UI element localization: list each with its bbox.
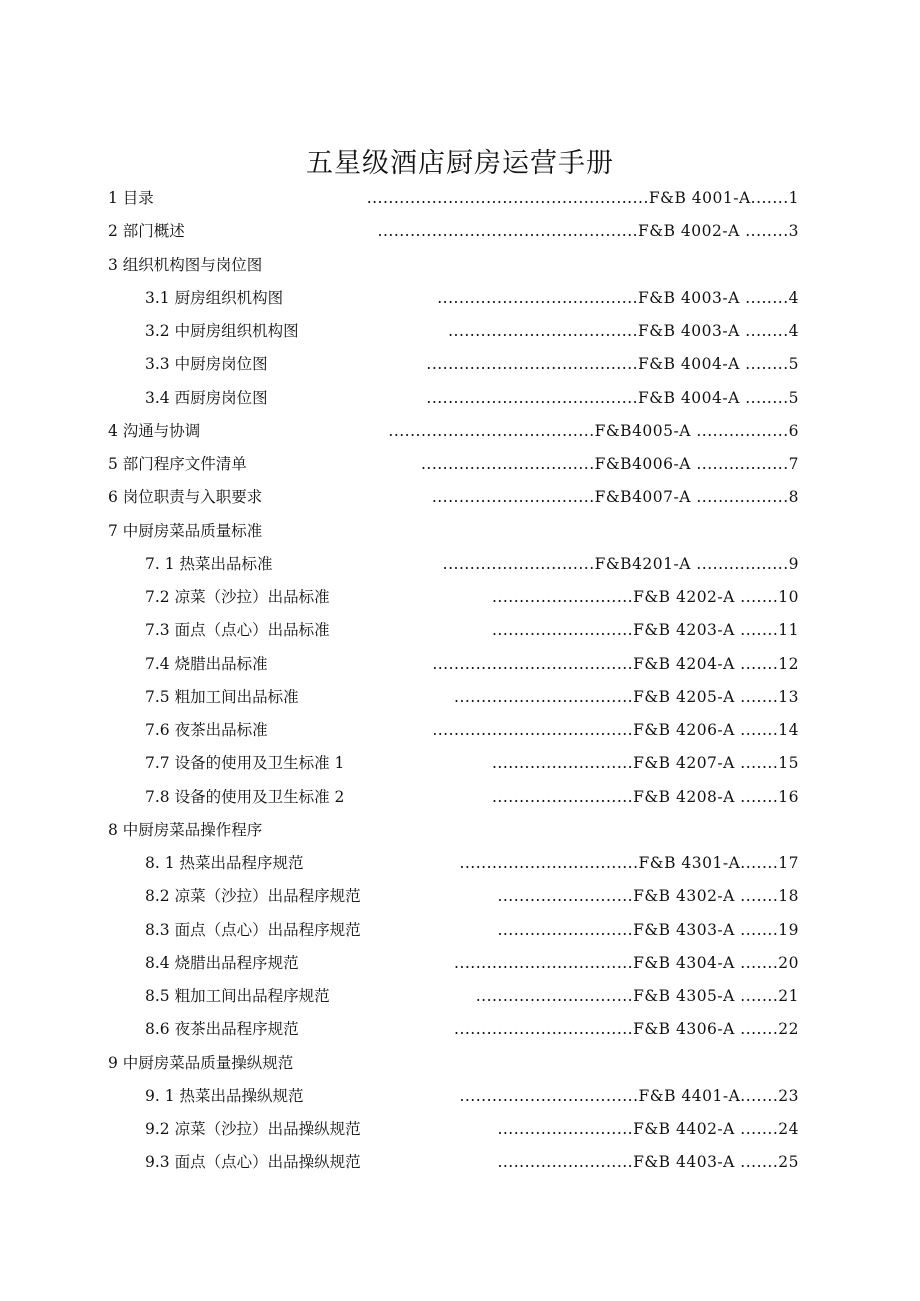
toc-entry-code-page: ................................F&B4006-A .................7 <box>420 455 799 473</box>
toc-section-heading[interactable] <box>0 1046 920 1079</box>
toc-entry-code-page: .........................F&B 4302-A .......18 <box>497 887 799 906</box>
toc-entry[interactable] <box>0 946 920 979</box>
toc-entry-label: 4 沟通与协调 <box>108 421 201 440</box>
toc-entry-label: 9.2 凉菜（沙拉）出品操纵规范 <box>145 1120 361 1138</box>
toc-entry[interactable] <box>0 913 920 946</box>
toc-entry[interactable] <box>0 480 920 513</box>
toc-entry[interactable] <box>0 713 920 746</box>
toc-entry[interactable] <box>0 1145 920 1178</box>
toc-entry-label: 7.6 夜茶出品标准 <box>145 721 268 739</box>
toc-entry-label: 7. 1 热菜出品标准 <box>145 554 273 573</box>
toc-entry[interactable] <box>0 181 920 214</box>
toc-entry[interactable] <box>0 746 920 779</box>
toc-entry-code-page: ..........................F&B 4207-A .......15 <box>492 754 799 773</box>
toc-entry[interactable] <box>0 879 920 912</box>
toc-entry-label: 3.3 中厨房岗位图 <box>145 355 268 374</box>
toc-entry-code-page: ......................................F&B4005-A .................6 <box>388 421 799 440</box>
toc-entry-code-page: .....................................F&B 4003-A ........4 <box>437 288 799 307</box>
toc-entry-label: 5 部门程序文件清单 <box>108 455 247 473</box>
toc-entry[interactable] <box>0 846 920 879</box>
toc-entry-label: 7.3 面点（点心）出品标准 <box>145 621 330 640</box>
toc-entry[interactable] <box>0 647 920 680</box>
toc-entry[interactable] <box>0 580 920 613</box>
page-title: 五星级酒店厨房运营手册 <box>306 148 614 179</box>
toc-entry-label: 8.6 夜茶出品程序规范 <box>145 1020 299 1039</box>
toc-entry-label: 8.2 凉菜（沙拉）出品程序规范 <box>145 887 361 906</box>
toc-entry-code-page: ............................F&B4201-A .................9 <box>442 554 799 573</box>
toc-entry-label: 8.5 粗加工间出品程序规范 <box>145 987 330 1005</box>
toc-entry-code-page: .................................F&B 4301-A.......17 <box>459 854 799 872</box>
toc-entry-label: 7.2 凉菜（沙拉）出品标准 <box>145 588 330 606</box>
toc-entry-code-page: .......................................F&B 4004-A ........5 <box>426 355 799 374</box>
toc-entry[interactable] <box>0 1079 920 1112</box>
toc-entry[interactable] <box>0 314 920 347</box>
toc-entry[interactable] <box>0 381 920 414</box>
toc-entry-code-page: .......................................F&B 4004-A ........5 <box>426 388 799 407</box>
toc-section-heading[interactable] <box>0 248 920 281</box>
toc-entry-label: 9 中厨房菜品质量操纵规范 <box>108 1053 294 1072</box>
toc-entry-label: 3 组织机构图与岗位图 <box>108 255 263 274</box>
toc-entry-code-page: .....................................F&B 4206-A .......14 <box>432 721 799 739</box>
toc-entry-label: 2 部门概述 <box>108 222 185 241</box>
toc-entry-label: 7 中厨房菜品质量标准 <box>108 521 263 540</box>
toc-entry-code-page: ...................................F&B 4003-A ........4 <box>448 322 799 340</box>
toc-entry-label: 8 中厨房菜品操作程序 <box>108 820 263 839</box>
toc-entry-label: 8. 1 热菜出品程序规范 <box>145 854 304 872</box>
toc-entry-code-page: .........................F&B 4403-A .......25 <box>497 1153 799 1172</box>
toc-entry[interactable] <box>0 347 920 380</box>
toc-entry-code-page: ..........................F&B 4208-A .......16 <box>492 787 799 806</box>
toc-entry[interactable] <box>0 780 920 813</box>
toc-entry-label: 7.4 烧腊出品标准 <box>145 654 268 673</box>
table-of-contents <box>0 181 920 1179</box>
toc-section-heading[interactable] <box>0 514 920 547</box>
toc-entry-code-page: .............................F&B 4305-A .......21 <box>475 987 799 1005</box>
toc-entry[interactable] <box>0 613 920 646</box>
toc-entry-code-page: ..........................F&B 4202-A .......10 <box>492 588 799 606</box>
toc-section-heading[interactable] <box>0 813 920 846</box>
toc-entry-code-page: .........................F&B 4402-A .......24 <box>497 1120 799 1138</box>
toc-entry[interactable] <box>0 281 920 314</box>
toc-entry-label: 3.2 中厨房组织机构图 <box>145 322 299 340</box>
toc-entry-code-page: .................................F&B 4205-A .......13 <box>454 687 799 706</box>
toc-entry-label: 9. 1 热菜出品操纵规范 <box>145 1086 304 1105</box>
toc-entry-label: 7.8 设备的使用及卫生标准 2 <box>145 787 345 806</box>
toc-entry[interactable] <box>0 414 920 447</box>
toc-entry[interactable] <box>0 1012 920 1045</box>
toc-entry-label: 1 目录 <box>108 189 154 207</box>
toc-entry-label: 3.1 厨房组织机构图 <box>145 288 284 307</box>
toc-entry-code-page: .................................F&B 4304-A .......20 <box>454 953 799 972</box>
toc-entry-code-page: ................................................F&B 4002-A ........3 <box>377 222 799 241</box>
toc-entry-code-page: ..............................F&B4007-A .................8 <box>431 488 799 507</box>
toc-entry[interactable] <box>0 680 920 713</box>
toc-entry-code-page: .................................F&B 4401-A.......23 <box>459 1086 799 1105</box>
toc-entry-code-page: ..........................F&B 4203-A .......11 <box>492 621 799 640</box>
toc-entry-code-page: .....................................F&B 4204-A .......12 <box>432 654 799 673</box>
toc-entry[interactable] <box>0 1112 920 1145</box>
toc-entry-label: 8.3 面点（点心）出品程序规范 <box>145 920 361 939</box>
toc-entry[interactable] <box>0 447 920 480</box>
toc-entry-label: 7.7 设备的使用及卫生标准 1 <box>145 754 345 773</box>
toc-entry-code-page: .........................F&B 4303-A .......19 <box>497 920 799 939</box>
toc-entry-code-page: ....................................................F&B 4001-A.......1 <box>366 189 799 207</box>
toc-entry-label: 6 岗位职责与入职要求 <box>108 488 263 507</box>
toc-entry-label: 3.4 西厨房岗位图 <box>145 388 268 407</box>
toc-entry-label: 7.5 粗加工间出品标准 <box>145 687 299 706</box>
toc-entry[interactable] <box>0 547 920 580</box>
toc-entry[interactable] <box>0 214 920 247</box>
toc-entry[interactable] <box>0 979 920 1012</box>
toc-entry-label: 9.3 面点（点心）出品操纵规范 <box>145 1153 361 1172</box>
toc-entry-code-page: .................................F&B 4306-A .......22 <box>454 1020 799 1039</box>
toc-entry-label: 8.4 烧腊出品程序规范 <box>145 953 299 972</box>
